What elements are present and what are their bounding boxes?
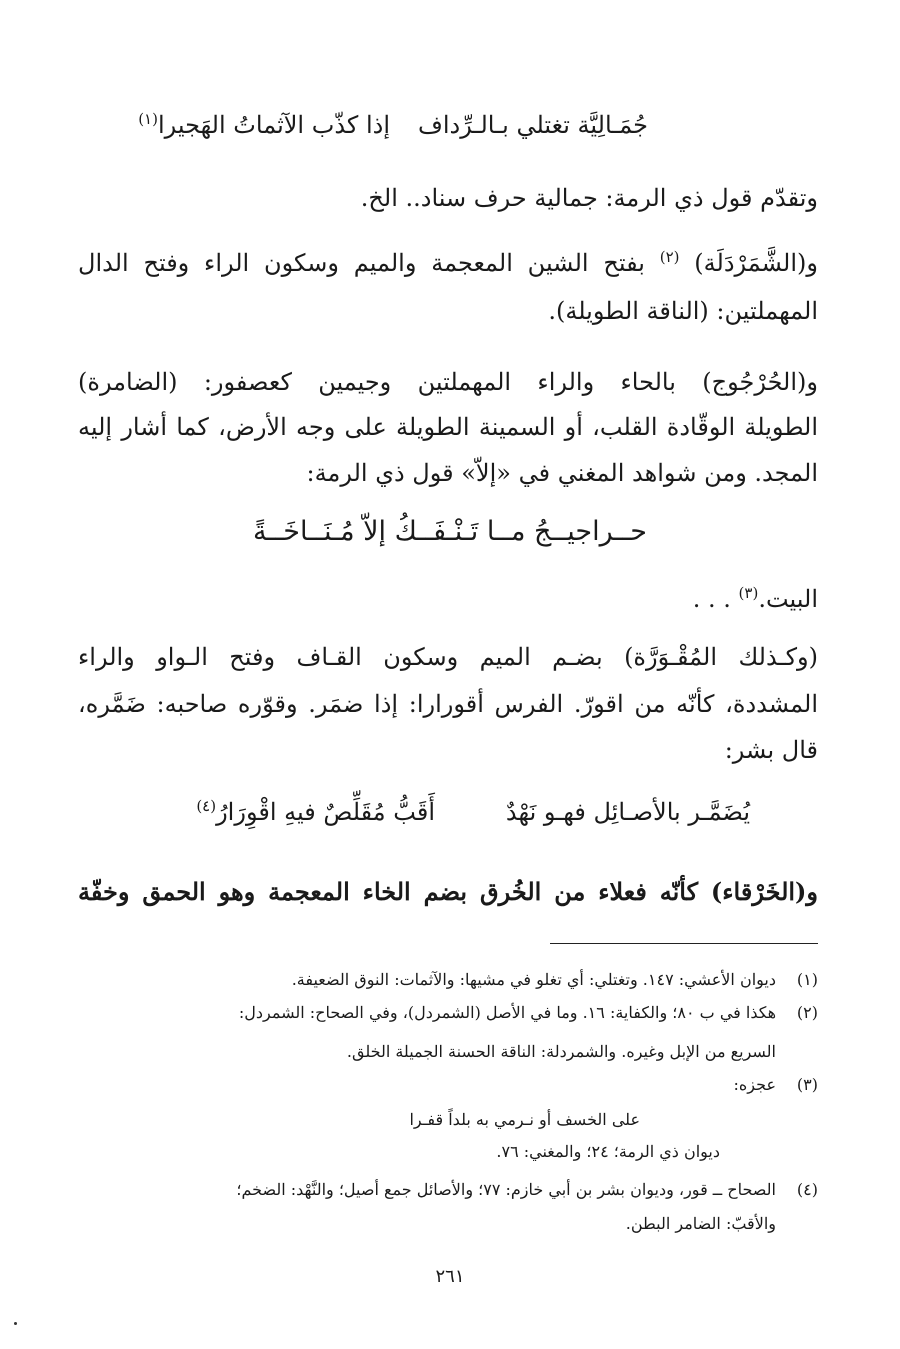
- footnote-divider: [550, 943, 818, 944]
- footnote-3-number: (٣): [796, 1075, 818, 1094]
- footnote-3-source: ديوان ذي الرمة؛ ٢٤؛ والمغني: ٧٦.: [496, 1142, 720, 1161]
- footnote-ref-4: (٤): [196, 797, 217, 815]
- paragraph-4-line-3: قال بشر:: [724, 736, 818, 764]
- verse-2: [0, 512, 900, 552]
- verse-2-text: حــراجيــجُ مــا تَـنْـفَــكُ إلاّ مُـنَــاخَــةً: [252, 516, 647, 547]
- paragraph-2-line-1-rest: بفتح الشين المعجمة والميم وسكون الراء وفتح الدال: [78, 249, 645, 277]
- verse-1-right-text: جُمَـالِيَّة تغتلي بـالـرِّداف: [417, 111, 648, 139]
- paragraph-2-line-2: المهملتين: (الناقة الطويلة).: [548, 297, 818, 325]
- verse-2-tail-text: البيت.: [758, 585, 818, 613]
- verse-3-right-hemistich: [506, 795, 750, 829]
- footnote-2-line-2: السريع من الإبل وغيره. والشمردلة: الناقة الحسنة الجميلة الخلق.: [346, 1042, 776, 1061]
- verse-3-left-hemistich: [196, 795, 435, 829]
- footnote-2-line-1-text: هكذا في ب ٨٠؛ والكفاية: ١٦. وما في الأصل (الشمردل)، وفي الصحاح: الشمردل:: [238, 1003, 776, 1022]
- term-shamardala: و(الشَّمَرْدَلَة): [694, 249, 818, 277]
- paragraph-4-line-2: المشددة، كأنّه من اقورّ. الفرس أقورارا: إذا ضمَر. وقوّره صاحبه: ضَمَّره،: [78, 690, 818, 718]
- paragraph-5: و(الخَرْقاء) كأنّه فعلاء من الخُرق بضم الخاء المعجمة وهو الحمق وخفّة: [78, 877, 818, 906]
- paragraph-4-line-1: (وكـذلك المُقْـوَرَّة) بضـم الميم وسكون القـاف وفتح الـواو والراء: [78, 643, 818, 671]
- scan-speck: [14, 1322, 17, 1325]
- paragraph-3-line-2: الطويلة الوقّادة القلب، أو السمينة الطويلة على وجه الأرض، كما أشار إليه: [78, 413, 818, 441]
- verse-1-left-text: إذا كذّب الآثماتُ الهَجيرا: [157, 111, 390, 139]
- footnote-ref-1: (١): [138, 110, 158, 128]
- verse-3-right-text: يُضَمَّـر بالأصـائِل فهـو نَهْدٌ: [505, 798, 750, 826]
- footnote-4-line-2: والأقبّ: الضامر البطن.: [625, 1214, 776, 1233]
- footnote-3-verse: على الخسف أو نـرمي به بلداً قفـرا: [409, 1110, 640, 1129]
- page-number: ٢٦١: [435, 1266, 465, 1287]
- footnote-2-number: (٢): [796, 1003, 818, 1022]
- footnote-3: [78, 1073, 818, 1097]
- footnote-1: [78, 968, 818, 992]
- footnote-1-text: ديوان الأعشي: ١٤٧. وتغتلي: أي تغلو في مشيها: والآثمات: النوق الضعيفة.: [291, 970, 776, 989]
- footnote-ref-2: (٢): [659, 248, 680, 266]
- verse-1-right-hemistich: [418, 108, 648, 142]
- footnote-4-number: (٤): [796, 1180, 818, 1199]
- verse-1-left-hemistich: [138, 108, 390, 142]
- footnote-1-number: (١): [796, 970, 818, 989]
- paragraph-3-line-3: المجد. ومن شواهد المغني في «إلاّ» قول ذي الرمة:: [306, 459, 818, 487]
- verse-2-tail: البيت.$^{(٣)}$ . . .: [692, 584, 818, 613]
- paragraph-1: وتقدّم قول ذي الرمة: جمالية حرف سناد.. الخ.: [360, 184, 818, 212]
- footnote-3-label: عجزه:: [733, 1075, 776, 1094]
- footnote-4-line-1: [78, 1178, 818, 1202]
- paragraph-3-line-1: و(الحُرْجُوج) بالحاء والراء المهملتين وجيمين كعصفور: (الضامرة): [78, 368, 818, 396]
- verse-3-left-text: أَقَبُّ مُقَلِّصٌ فيهِ اقْوِرَارُ: [216, 798, 435, 826]
- paragraph-2-line-1: [78, 246, 818, 280]
- footnote-4-line-1-text: الصحاح ــ قور، وديوان بشر بن أبي خازم: ٧٧؛ والأصائل جمع أصيل؛ والنَّهْد: الضخم؛: [236, 1180, 776, 1199]
- footnote-ref-3: (٣): [738, 584, 759, 602]
- footnote-2-line-1: [78, 1001, 818, 1025]
